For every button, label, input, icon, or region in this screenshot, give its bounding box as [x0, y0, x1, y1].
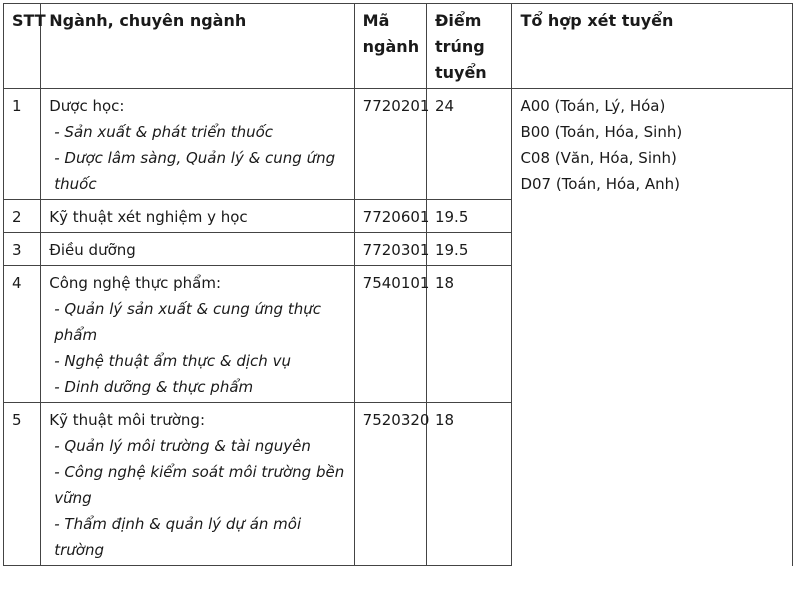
specialization-item: - Sản xuất & phát triển thuốc [54, 123, 274, 141]
cell-major [41, 266, 354, 403]
header-stt: STT [4, 4, 41, 89]
cell-stt: 3 [4, 233, 41, 266]
cell-score: 24 [426, 89, 511, 200]
header-combo: Tổ hợp xét tuyển [512, 4, 793, 89]
header-major: Ngành, chuyên ngành [41, 4, 354, 89]
cell-code: 7720301 [354, 233, 426, 266]
major-name: Điều dưỡng [49, 241, 136, 259]
header-row [4, 4, 793, 89]
header-score-line1: Điểm [434, 11, 482, 30]
header-code [354, 4, 426, 89]
major-name: Công nghệ thực phẩm: [49, 274, 222, 292]
cell-major [41, 89, 354, 200]
cell-score: 18 [426, 266, 511, 403]
header-code-line1: Mã [362, 11, 390, 30]
cell-major [41, 233, 354, 266]
specialization-list [49, 296, 347, 400]
combination-item: D07 (Toán, Hóa, Anh) [520, 175, 681, 193]
cell-stt: 4 [4, 266, 41, 403]
header-score-line2: trúng [434, 37, 485, 56]
specialization-list [49, 119, 347, 197]
cell-major [41, 403, 354, 566]
cell-code: 7720201 [354, 89, 426, 200]
cell-code: 7520320 [354, 403, 426, 566]
cell-code: 7720601 [354, 200, 426, 233]
combination-item: C08 (Văn, Hóa, Sinh) [520, 149, 677, 167]
table-body [4, 89, 793, 566]
combination-item: A00 (Toán, Lý, Hóa) [520, 97, 666, 115]
cell-score: 19.5 [426, 200, 511, 233]
specialization-list [49, 433, 347, 563]
header-score [426, 4, 511, 89]
combination-item: B00 (Toán, Hóa, Sinh) [520, 123, 683, 141]
cell-code: 7540101 [354, 266, 426, 403]
cell-score: 18 [426, 403, 511, 566]
specialization-item: - Dược lâm sàng, Quản lý & cung ứng thuốc [54, 149, 336, 193]
major-name: Kỹ thuật môi trường: [49, 411, 206, 429]
header-code-line2: ngành [362, 37, 420, 56]
cell-major [41, 200, 354, 233]
specialization-item: - Quản lý môi trường & tài nguyên [54, 437, 311, 455]
specialization-item: - Thẩm định & quản lý dự án môi trường [54, 515, 302, 559]
cell-score: 19.5 [426, 233, 511, 266]
major-name: Dược học: [49, 97, 125, 115]
table-row [4, 89, 793, 200]
cell-combinations [512, 89, 793, 566]
specialization-item: - Công nghệ kiểm soát môi trường bền vững [54, 463, 345, 507]
admissions-table [3, 3, 793, 566]
cell-stt: 5 [4, 403, 41, 566]
specialization-item: - Quản lý sản xuất & cung ứng thực phẩm [54, 300, 321, 344]
header-score-line3: tuyển [434, 63, 487, 82]
specialization-item: - Dinh dưỡng & thực phẩm [54, 378, 254, 396]
cell-stt: 1 [4, 89, 41, 200]
specialization-item: - Nghệ thuật ẩm thực & dịch vụ [54, 352, 291, 370]
cell-stt: 2 [4, 200, 41, 233]
major-name: Kỹ thuật xét nghiệm y học [49, 208, 248, 226]
